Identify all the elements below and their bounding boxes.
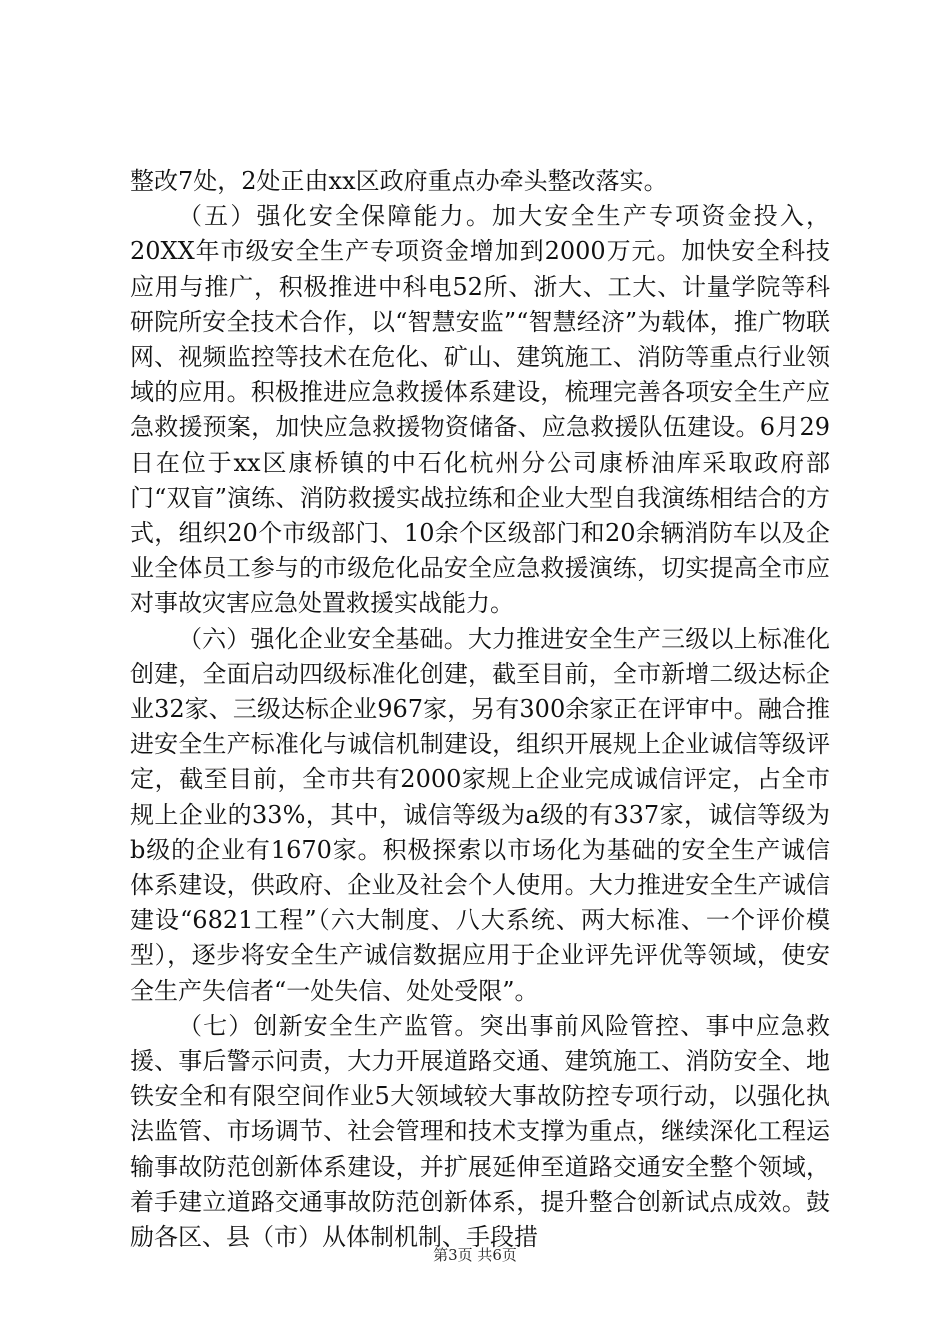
paragraph-section-7: （七）创新安全生产监管。突出事前风险管控、事中应急救援、事后警示问责，大力开展道路交通、建筑施工、消防安全、地铁安全和有限空间作业5大领域较大事故防控专项行动，以强化执法监管、市场调节、社会管理和技术支撑为重点，继续深化工程运输事故防范创新体系建设，并扩展延伸至道路交通安全整个领域，着手建立道路交通事故防范创新体系，提升整合创新试点成效。鼓励各区、县（市）从体制机制、手段措 [130, 1011, 830, 1252]
paragraph-section-5: （五）强化安全保障能力。加大安全生产专项资金投入，20XX年市级安全生产专项资金增加到2000万元。加快安全科技应用与推广，积极推进中科电52所、浙大、工大、计量学院等科研院所安全技术合作，以“智慧安监”“智慧经济”为载体，推广物联网、视频监控等技术在危化、矿山、建筑施工、消防等重点行业领域的应用。积极推进应急救援体系建设，梳理完善各项安全生产应急救援预案，加快应急救援物资储备、应急救援队伍建设。6月29日在位于xx区康桥镇的中石化杭州分公司康桥油库采取政府部门“双盲”演练、消防救援实战拉练和企业大型自我演练相结合的方式，组织20个市级部门、10余个区级部门和20余辆消防车以及企业全体员工参与的市级危化品安全应急救援演练，切实提高全市应对事故灾害应急处置救援实战能力。 [130, 202, 830, 618]
page-footer: 第3页 共6页 [433, 1246, 517, 1264]
paragraph-section-6: （六）强化企业安全基础。大力推进安全生产三级以上标准化创建，全面启动四级标准化创建，截至目前，全市新增二级达标企业32家、三级达标企业967家，另有300余家正在评审中。融合推进安全生产标准化与诚信机制建设，组织开展规上企业诚信等级评定，截至目前，全市共有2000家规上企业完成诚信评定，占全市规上企业的33%，其中，诚信等级为a级的有337家，诚信等级为b级的企业有1670家。积极探索以市场化为基础的安全生产诚信体系建设，供政府、企业及社会个人使用。大力推进安全生产诚信建设“6821工程”（六大制度、八大系统、两大标准、一个评价模型），逐步将安全生产诚信数据应用于企业评先评优等领域，使安全生产失信者“一处失信、处处受限”。 [130, 624, 830, 1005]
document-body [130, 164, 830, 1255]
paragraph-continuation: 整改7处，2处正由xx区政府重点办牵头整改落实。 [130, 167, 668, 195]
